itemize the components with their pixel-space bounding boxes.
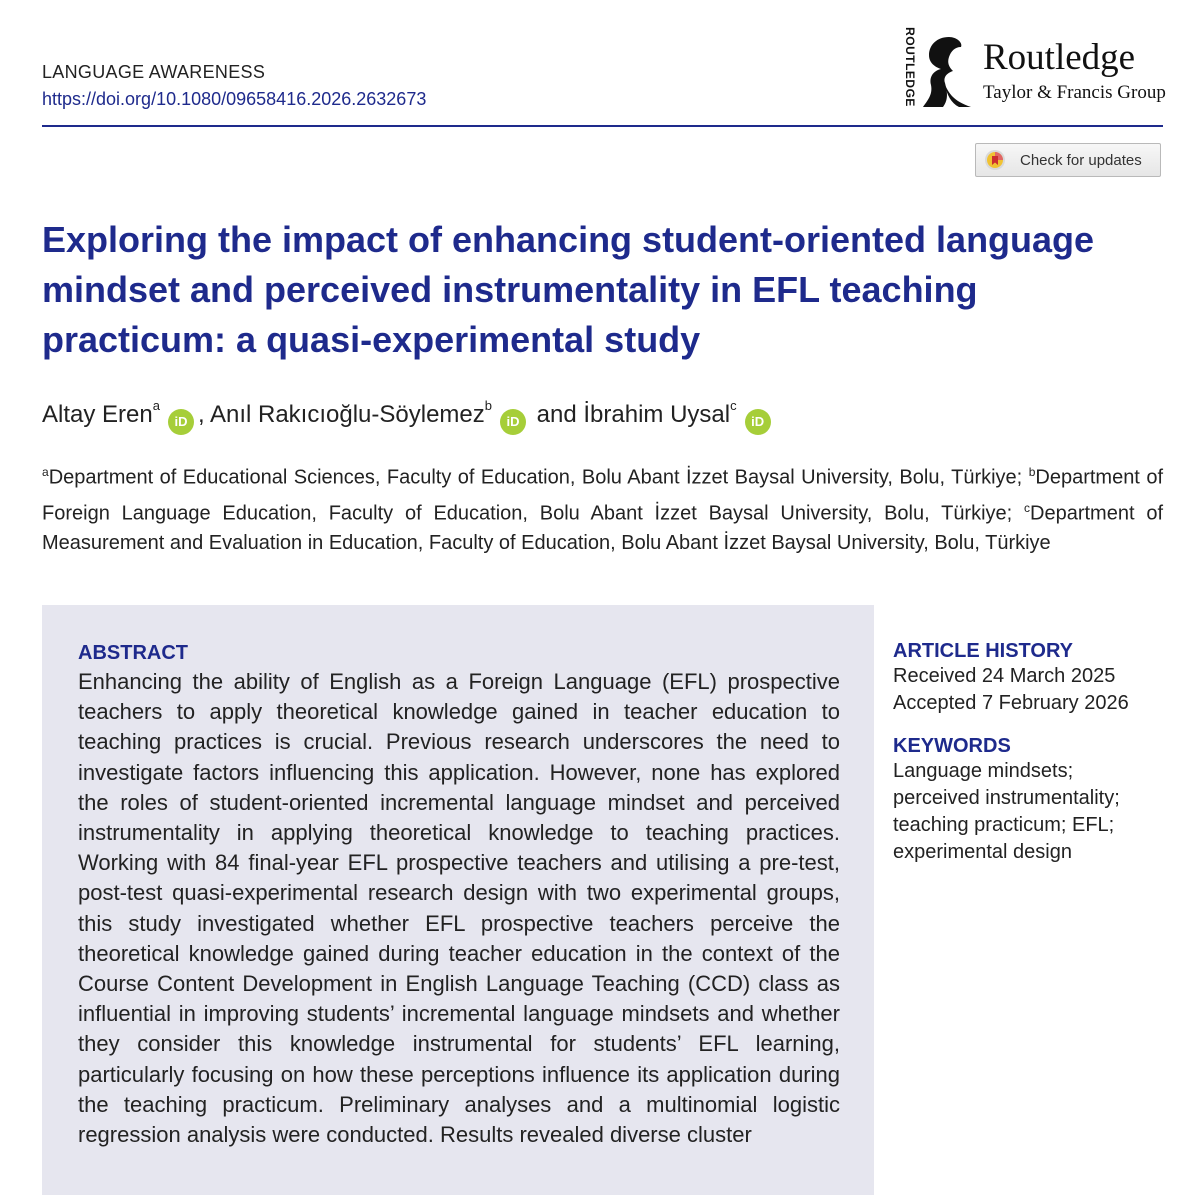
received-date: Received 24 March 2025: [893, 665, 1116, 687]
author-name[interactable]: İbrahim Uysal: [583, 401, 731, 428]
orcid-icon[interactable]: iD: [745, 409, 771, 435]
affiliations: $^a$Department of Educational Sciences, Faculty of Education, Bolu Abant İzzet Baysal University, Bolu, Türkiye; $^b$Department of Foreign Language Education, Faculty of Education, Bolu Abant İzzet Baysal University, Bolu, Türkiye; $^c$Department of Measurement and Evaluation in Education, Faculty of Education, Bolu Abant İzzet Baysal University, Bolu, Türkiye: [42, 465, 1164, 555]
article-title: Exploring the impact of enhancing student-oriented language mindset and perceived instrumentality in EFL teaching practicum: a quasi-experimental study: [42, 219, 1095, 360]
affiliation-a: Department of Educational Sciences, Faculty of Education, Bolu Abant İzzet Baysal University, Bolu, Türkiye;: [48, 466, 1029, 489]
keyword-item: experimental design: [893, 841, 1072, 863]
journal-name: LANGUAGE AWARENESS: [42, 62, 266, 82]
article-sidebar: [893, 640, 1168, 866]
keyword-item: Language mindsets;: [893, 760, 1074, 782]
affiliation-c: Department of Measurement and Evaluation in Education, Faculty of Education, Bolu Abant İzzet Baysal University, Bolu, Türkiye: [42, 502, 1164, 555]
journal-header: [42, 62, 426, 110]
affiliation-b: Department of Foreign Language Education, Faculty of Education, Bolu Abant İzzet Baysal University, Bolu, Türkiye;: [42, 466, 1163, 525]
orcid-icon[interactable]: iD: [168, 409, 194, 435]
publisher-vertical-text: ROUTLEDGE: [902, 27, 917, 107]
publisher-name: Routledge: [983, 37, 1136, 78]
check-updates-icon: [984, 149, 1006, 171]
abstract-heading: ABSTRACT: [78, 642, 188, 664]
routledge-logo-icon: [919, 33, 975, 109]
author-name[interactable]: Anıl Rakıcıoğlu-Söylemez: [209, 401, 485, 428]
check-for-updates-button[interactable]: [975, 143, 1161, 177]
author-name[interactable]: Altay Eren: [42, 401, 153, 428]
article-history-heading: ARTICLE HISTORY: [893, 640, 1074, 662]
publisher-subtitle: Taylor & Francis Group: [983, 82, 1166, 103]
keywords-heading: KEYWORDS: [893, 735, 1011, 757]
header-divider: [42, 125, 1163, 127]
abstract-panel: [42, 605, 874, 1195]
keyword-item: teaching practicum; EFL;: [893, 814, 1115, 836]
author-list: Altay Eren$^a$iD , Anıl Rakıcıoğlu-Söylemez$^b$iD and İbrahim Uysal$^c$iD: [42, 398, 775, 435]
doi-link[interactable]: https://doi.org/10.1080/09658416.2026.2632673: [42, 89, 427, 109]
keyword-item: perceived instrumentality;: [893, 787, 1120, 809]
check-updates-label: Check for updates: [1020, 151, 1142, 169]
publisher-logo: [895, 27, 1166, 109]
accepted-date: Accepted 7 February 2026: [893, 692, 1129, 714]
orcid-icon[interactable]: iD: [500, 409, 526, 435]
abstract-text: Enhancing the ability of English as a Foreign Language (EFL) prospective teachers to apply theoretical knowledge gained in teacher education to teaching practices is crucial. Previous research underscores the need to investigate factors influencing this application. However, none has explored the roles of student-oriented incremental language mindset and perceived instrumentality in applying theoretical knowledge to teaching practices. Working with 84 final-year EFL prospective teachers and utilising a pre-test, post-test quasi-experimental research design with two experimental groups, this study investigated whether EFL prospective teachers perceive the theoretical knowledge gained during teacher education in the context of the Course Content Development in English Language Teaching (CCD) class as influential in improving students’ incremental language mindsets and whether they consider this knowledge instrumental for students’ EFL learning, particularly focusing on how these perceptions influence its application during the teaching practicum. Preliminary analyses and a multinomial logistic regression analysis were conducted. Results revealed diverse cluster: [78, 669, 840, 1148]
